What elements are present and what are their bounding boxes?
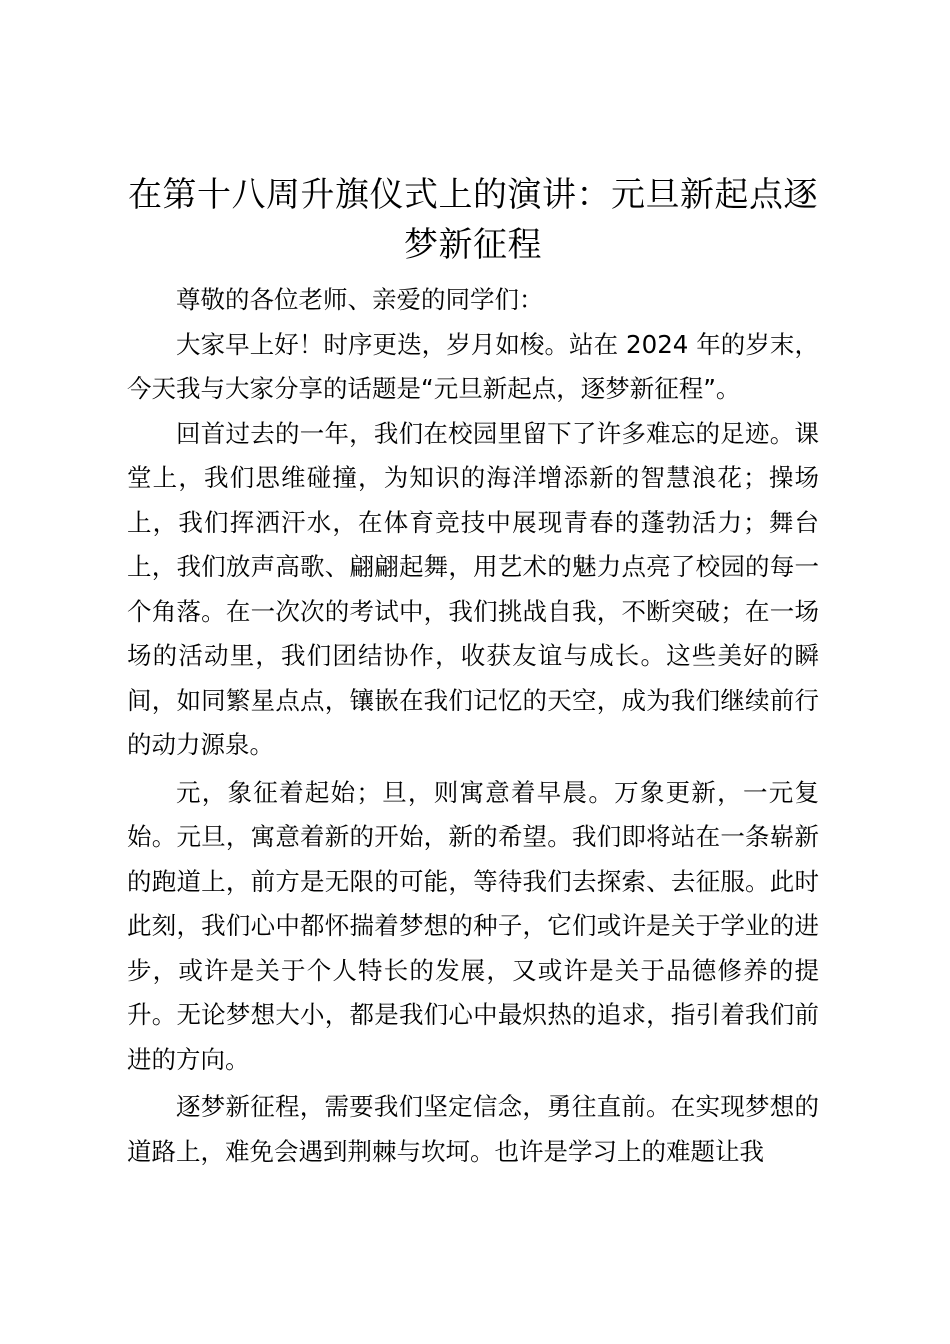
pursue-dream-paragraph: 逐梦新征程，需要我们坚定信念，勇往直前。在实现梦想的道路上，难免会遇到荆棘与坎坷。也许是学习上的难题让我 <box>127 1092 819 1166</box>
document-body <box>127 170 819 1174</box>
greeting-paragraph: 尊敬的各位老师、亲爱的同学们： <box>176 285 544 314</box>
opening-paragraph: 大家早上好！时序更迭，岁月如梭。站在 2024 年的岁末，今天我与大家分享的话题是“元旦新起点，逐梦新征程”。 <box>127 329 819 403</box>
review-paragraph: 回首过去的一年，我们在校园里留下了许多难忘的足迹。课堂上，我们思维碰撞，为知识的海洋增添新的智慧浪花；操场上，我们挥洒汗水，在体育竞技中展现青春的蓬勃活力；舞台上，我们放声高歌、翩翩起舞，用艺术的魅力点亮了校园的每一个角落。在一次次的考试中，我们挑战自我，不断突破；在一场场的活动里，我们团结协作，收获友谊与成长。这些美好的瞬间，如同繁星点点，镶嵌在我们记忆的天空，成为我们继续前行的动力源泉。 <box>127 418 819 759</box>
document-title: 在第十八周升旗仪式上的演讲：元旦新起点逐梦新征程 <box>128 175 818 265</box>
new-year-meaning-paragraph: 元，象征着起始；旦，则寓意着早晨。万象更新，一元复始。元旦，寓意着新的开始，新的希望。我们即将站在一条崭新的跑道上，前方是无限的可能，等待我们去探索、去征服。此时此刻，我们心中都怀揣着梦想的种子，它们或许是关于学业的进步，或许是关于个人特长的发展，又或许是关于品德修养的提升。无论梦想大小，都是我们心中最炽热的追求，指引着我们前进的方向。 <box>127 777 819 1074</box>
